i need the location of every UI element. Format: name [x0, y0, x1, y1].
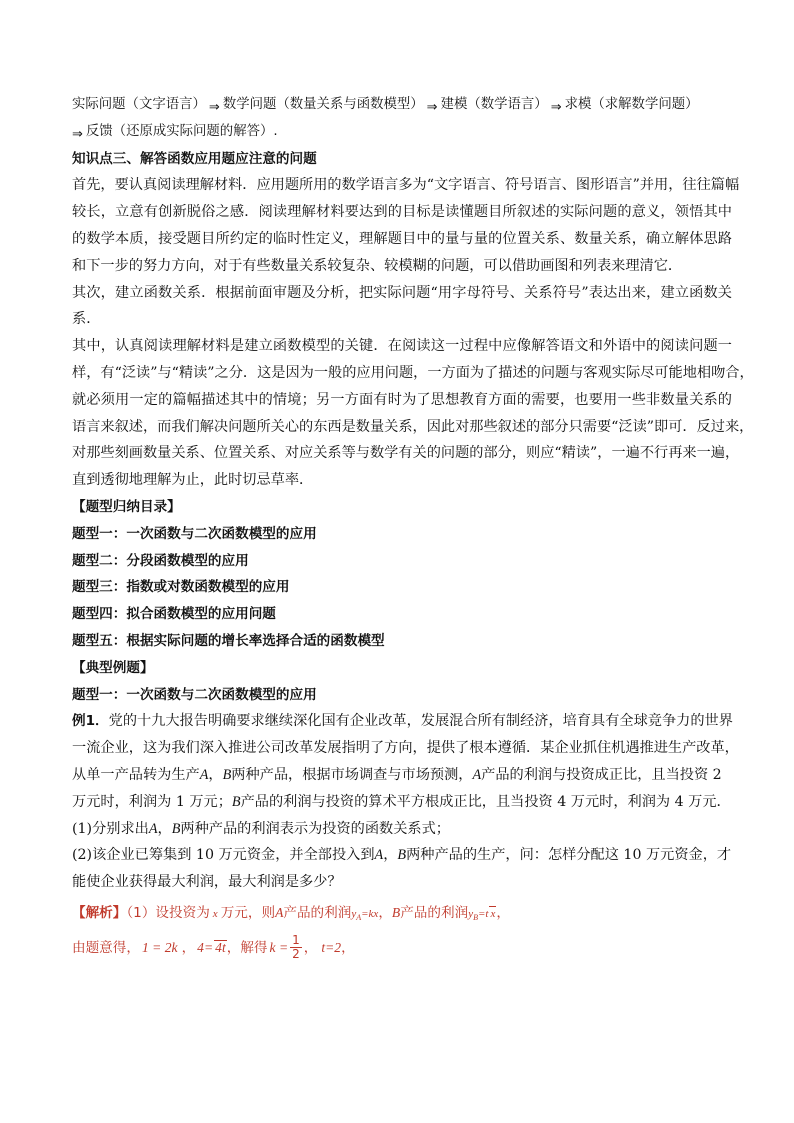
text-line: 首先，要认真阅读理解材料．应用题所用的数学语言多为“文字语言、符号语言、图形语言”并用，往往篇幅: [72, 177, 740, 194]
variable-b: B: [222, 766, 232, 783]
modeling-process-line-2: [72, 119, 732, 146]
text-span: ，: [383, 847, 398, 864]
text-span: 产品的利润: [400, 904, 469, 921]
example-1-line-3: [72, 762, 732, 789]
text-line: 其中，认真阅读理解材料是建立函数模型的关键．在阅读这一过程中应像解答语文和外语中的阅读问题一: [72, 338, 732, 355]
text-line: 对那些刻画数量关系、位置关系、对应关系等与数学有关的问题的部分，则应“精读”，一遍不行再来一遍，: [72, 445, 740, 462]
text-line: 语言来叙述，而我们解决问题所关心的东西是数量关系，因此对那些叙述的部分只需要“泛读”即可．反过来，: [72, 418, 754, 435]
variable-a: A: [275, 904, 284, 920]
text-span: ，: [378, 904, 392, 921]
text-line: 就必须用一定的篇幅描述其中的情境；另一方面有时为了思想教育方面的需要，也要用一些非数量关系的: [72, 391, 732, 408]
text-span: (1)分别求出: [72, 820, 149, 837]
catalog-heading: 【题型归纳目录】: [72, 498, 181, 515]
modeling-process-line-1: [72, 92, 732, 119]
variable-k: k =: [269, 939, 289, 955]
fraction-one-half: [290, 934, 302, 961]
examples-heading: 【典型例题】: [72, 659, 154, 676]
text-span: ，: [496, 904, 510, 921]
formula-subscript: B: [473, 913, 478, 923]
radicand: x: [490, 907, 496, 920]
process-step-solving: 求模（求解数学问题）: [564, 97, 699, 112]
text-span: ，: [303, 939, 318, 956]
text-line: 和下一步的努力方向，对于有些数量关系较复杂、较模糊的问题，可以借助画图和列表来理清它．: [72, 257, 683, 274]
variable-a: A: [472, 766, 482, 783]
sqrt-4t: 4t: [215, 939, 226, 955]
implies-arrow-icon: ⇒: [550, 100, 562, 115]
catalog-item: 题型四：拟合函数模型的应用问题: [72, 606, 276, 623]
example-1-line-4: [72, 789, 732, 816]
document-page: [72, 92, 754, 968]
text-span: 万元时，利润为 1 万元；: [72, 793, 232, 810]
equation-2: 4=: [197, 939, 214, 955]
variable-a: A: [148, 820, 158, 837]
variable-b: B: [397, 847, 407, 864]
text-span: （1）设投资为: [126, 904, 210, 921]
variable-x: x: [212, 907, 218, 920]
text-span: ，: [341, 939, 355, 956]
example-1-line-1: [72, 708, 732, 735]
paragraph-third: [72, 333, 754, 494]
text-line: 其次，建立函数关系．根据前面审题及分析，把实际问题“用字母符号、关系符号”表达出来，建立函数关: [72, 284, 732, 301]
text-line: 直到透彻地理解为止，此时切忌草率．: [72, 472, 314, 489]
formula-rhs: =kx: [361, 907, 379, 920]
text-span: 产品的利润: [283, 904, 352, 921]
variable-t: t=2: [321, 939, 342, 955]
catalog-item: 题型一：一次函数与二次函数模型的应用: [72, 525, 317, 542]
solution-tag: 【解析】: [72, 904, 127, 921]
text-span: 万元，则: [220, 904, 276, 921]
process-step-math-problem: 数学问题（数量关系与函数模型）: [222, 97, 424, 112]
paragraph-first: [72, 172, 740, 279]
text-span: 从单一产品转为生产: [72, 766, 200, 783]
fraction-denominator: 2: [292, 947, 300, 962]
text-span: 由题意得，: [72, 939, 140, 956]
formula-yb: [468, 907, 496, 923]
example-label: 例1．: [72, 713, 109, 730]
variable-a: A: [199, 766, 209, 783]
formula-y: y: [351, 907, 357, 920]
process-step-real-problem: 实际问题（文字语言）: [72, 97, 206, 112]
text-span: 两种产品，根据市场调查与市场预测，: [231, 766, 473, 783]
catalog-item: 题型五：根据实际问题的增长率选择合适的函数模型: [72, 632, 385, 649]
variable-b: B: [171, 820, 181, 837]
question-type-title: 题型一：一次函数与二次函数模型的应用: [72, 686, 317, 703]
text-span: (2)该企业已筹集到 10 万元资金，并全部投入到: [72, 847, 375, 864]
question-1: [72, 816, 732, 843]
catalog-item: 题型二：分段函数模型的应用: [72, 552, 249, 569]
text-span: ，: [157, 820, 172, 837]
paragraph-second: [72, 280, 732, 334]
text-span: 党的十九大报告明确要求继续深化国有企业改革，发展混合所有制经济，培育具有全球竞争力的世界: [108, 713, 733, 730]
text-line: 样，有“泛读”与“精读”之分．这是因为一般的应用问题，一方面为了描述的问题与客观实际尽可能地相吻合，: [72, 364, 754, 381]
variable-a: A: [374, 847, 384, 864]
variable-b: B: [231, 793, 241, 810]
solution-line-1: [72, 898, 732, 928]
text-span: ，解得: [226, 939, 268, 956]
section-heading: 知识点三、解答函数应用题应注意的问题: [72, 150, 317, 167]
text-span: 两种产品的利润表示为投资的函数关系式；: [180, 820, 450, 837]
text-line: 较长，立意有创新脱俗之感．阅读理解材料要达到的目标是读懂题目所叙述的实际问题的意义，领悟其中: [72, 204, 732, 221]
variable-b: B: [391, 904, 401, 920]
implies-arrow-icon: ⇒: [208, 100, 220, 115]
text-span: ，: [181, 939, 196, 956]
catalog-item: 题型三：指数或对数函数模型的应用: [72, 579, 290, 596]
text-line: 系．: [72, 311, 101, 328]
process-step-feedback: 反馈（还原成实际问题的解答）.: [85, 123, 278, 139]
implies-arrow-icon: ⇒: [72, 126, 83, 142]
text-span: 两种产品的生产，问：怎样分配这 10 万元资金，才: [406, 847, 732, 864]
equation-1: 1 = 2k: [141, 939, 178, 955]
text-span: 产品的利润与投资的算术平方根成正比，且当投资 4 万元时，利润为 4 万元．: [240, 793, 731, 810]
text-span: ，: [208, 766, 223, 783]
solution-line-2: [72, 928, 732, 968]
question-2-continued: 能使企业获得最大利润，最大利润是多少？: [72, 874, 342, 891]
text-span: 产品的利润与投资成正比，且当投资 2: [481, 766, 722, 783]
formula-y: y: [468, 907, 474, 920]
question-2: [72, 842, 732, 869]
formula-subscript: A: [356, 913, 362, 923]
text-line: 的数学本质，接受题目所约定的临时性定义，理解题目中的量与量的位置关系、数量关系，确立解体思路: [72, 230, 732, 247]
fraction-numerator: 1: [292, 933, 300, 948]
formula-rhs: =t: [477, 907, 489, 920]
implies-arrow-icon: ⇒: [426, 100, 438, 115]
formula-ya: [351, 907, 379, 923]
process-step-modeling: 建模（数学语言）: [440, 97, 548, 112]
example-1-line-2: 一流企业，这为我们深入推进公司改革发展指明了方向，提供了根本遵循．某企业抓住机遇推进生产改革，: [72, 740, 739, 757]
